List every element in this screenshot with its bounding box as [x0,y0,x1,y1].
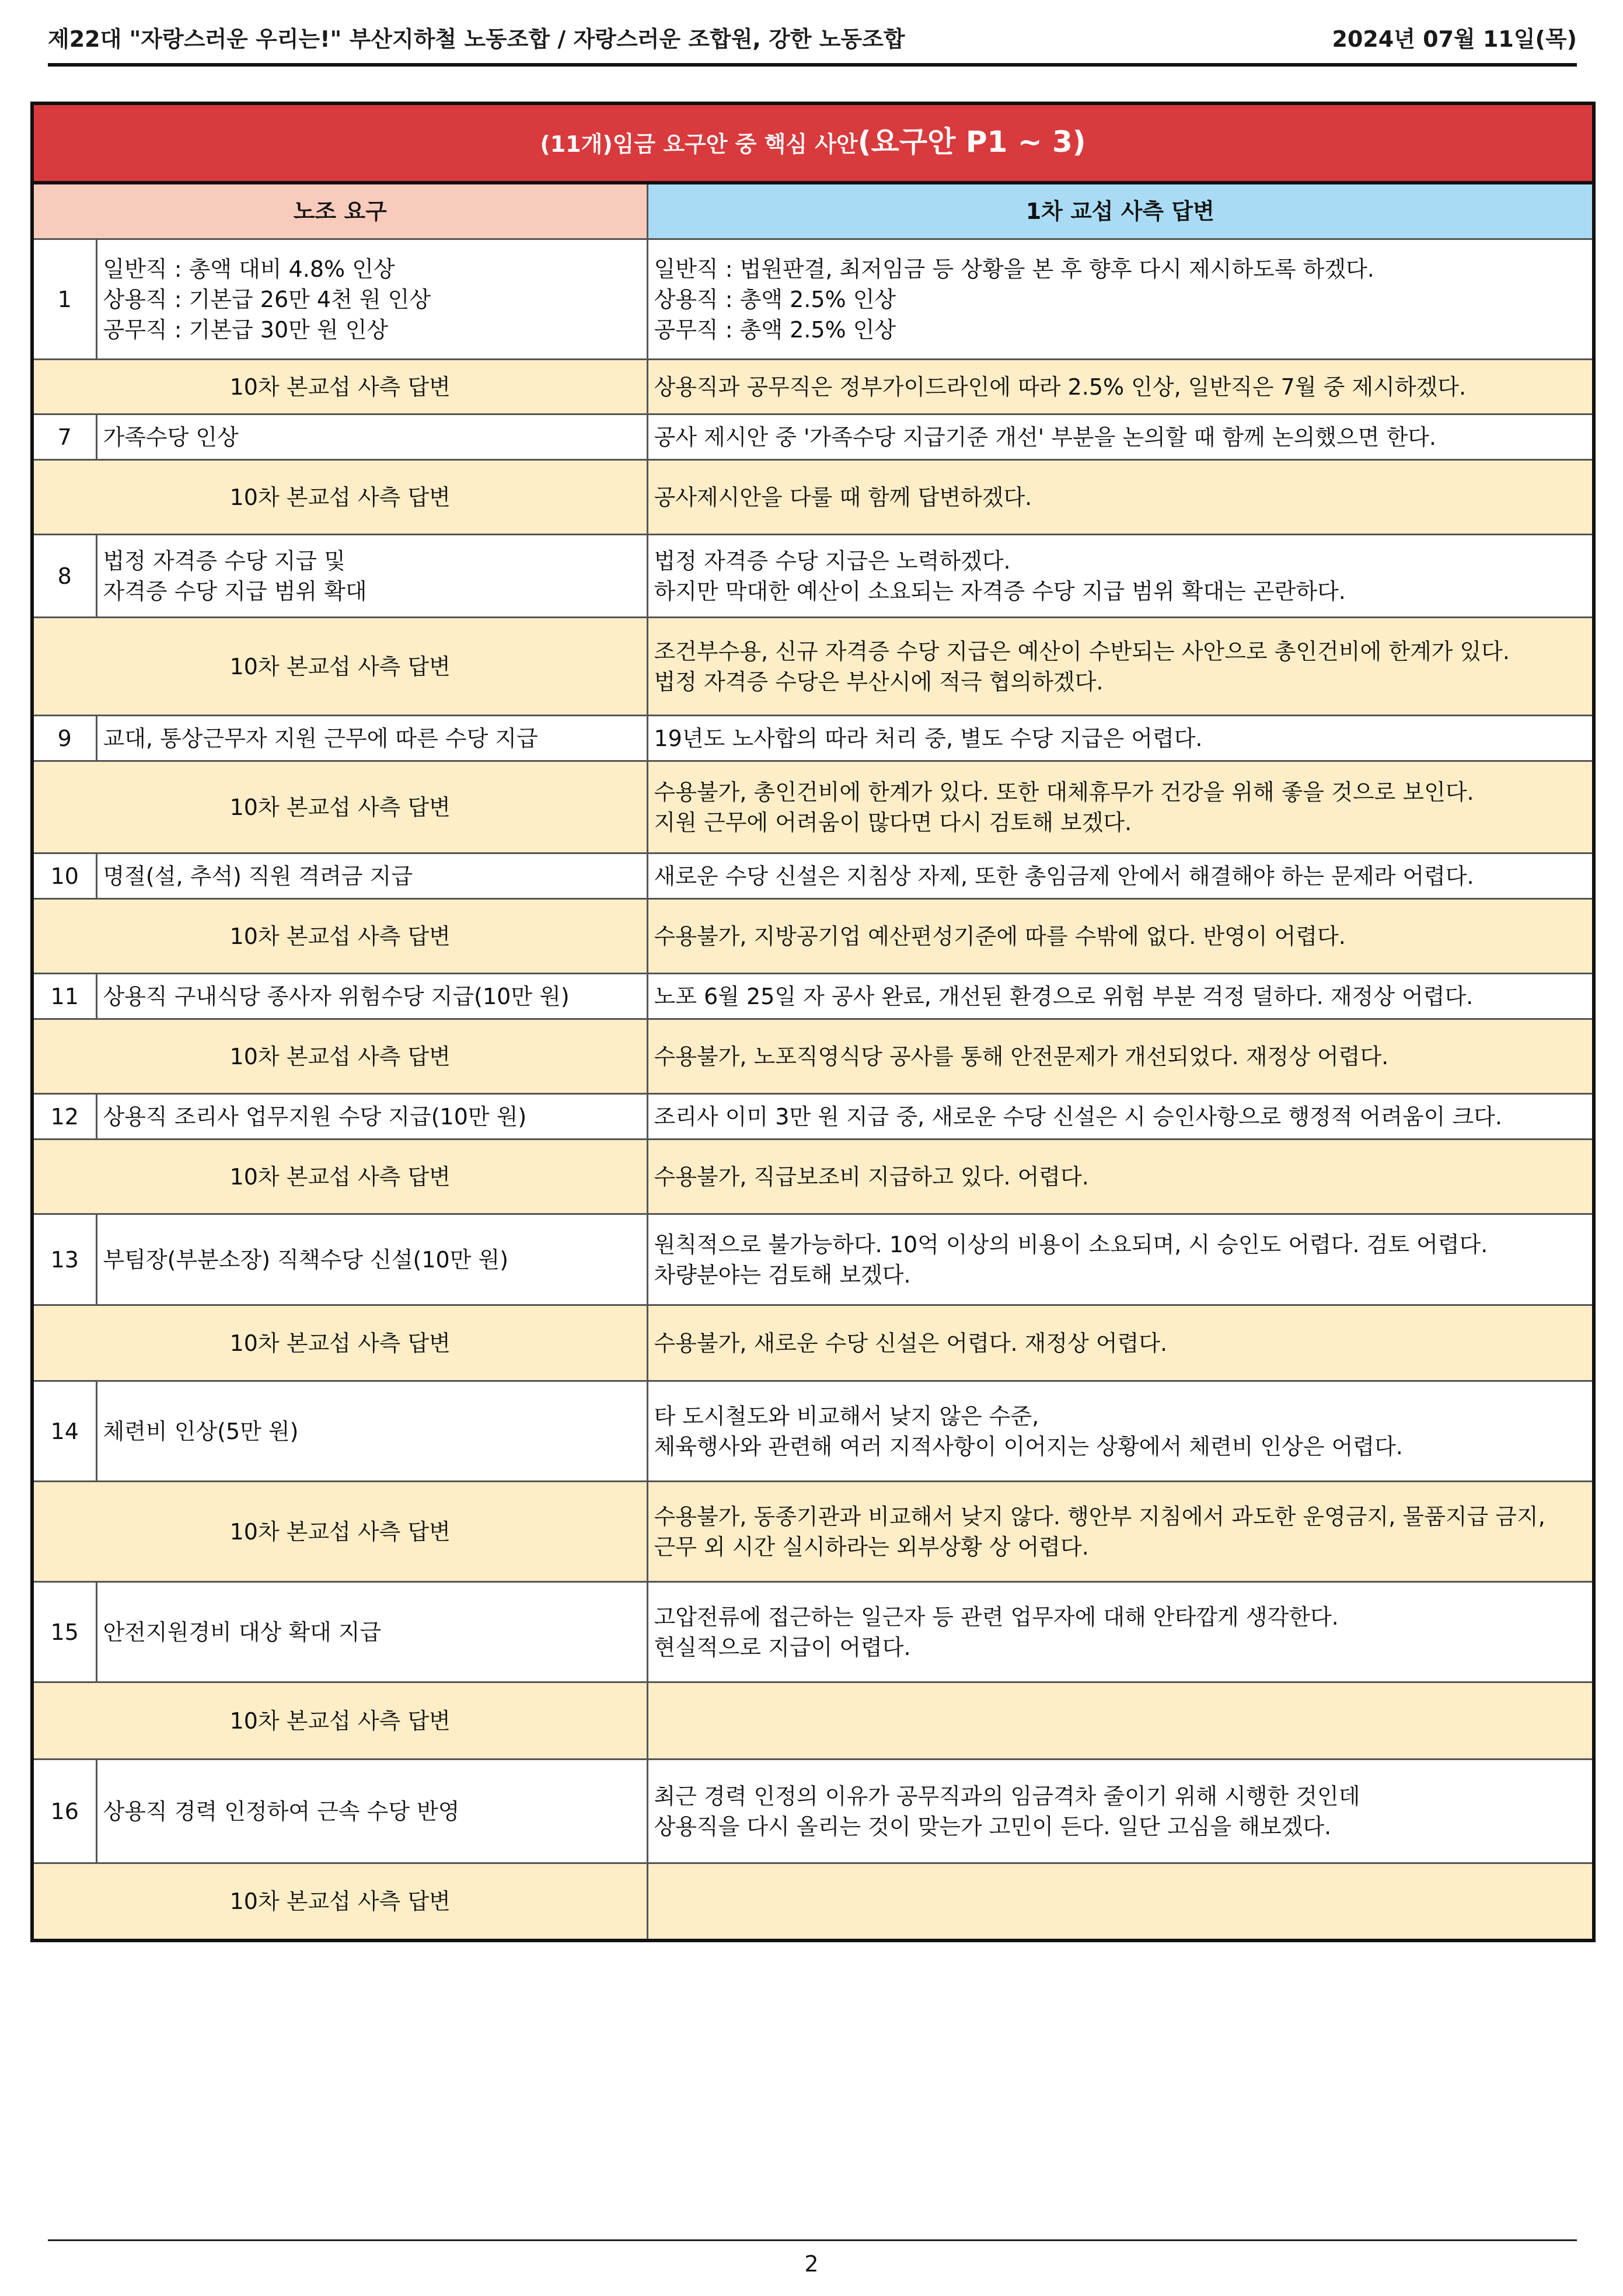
first-answer-line: 원칙적으로 불가능하다. 10억 이상의 비용이 소요되며, 시 승인도 어렵다. 검토 어렵다. [654,1231,1488,1257]
tenth-answer-line: 상용직과 공무직은 정부가이드라인에 따라 2.5% 인상, 일반직은 7월 중 제시하겠다. [654,374,1467,400]
first-answer-line: 공사 제시안 중 '가족수당 지급기준 개선' 부분을 논의할 때 함께 논의했으면 한다. [654,424,1437,450]
table-row [32,1214,1594,1305]
item-number: 13 [32,1214,96,1305]
tenth-answer-line: 근무 외 시간 실시하라는 외부상황 상 어렵다. [654,1534,1089,1560]
union-demand-line: 상용직 : 기본급 26만 4천 원 인상 [103,286,431,312]
table-row [32,1760,1594,1863]
tenth-answer-row [32,1682,1594,1760]
first-answer-line: 법정 자격증 수당 지급은 노력하겠다. [654,548,1011,574]
item-number: 15 [32,1582,96,1682]
item-number: 10 [32,853,96,899]
union-demand-cell [96,1582,647,1682]
union-demand-cell [96,1214,647,1305]
item-number: 7 [32,414,96,460]
tenth-answer-line: 조건부수용, 신규 자격증 수당 지급은 예산이 수반되는 사안으로 총인건비에 한계가 있다. [654,638,1510,664]
union-demand-line: 부팀장(부분소장) 직책수당 신설(10만 원) [103,1246,509,1273]
tenth-answer-label: 10차 본교섭 사측 답변 [32,460,647,535]
table-title [32,103,1594,183]
tenth-answer-cell [647,460,1594,535]
union-demand-line: 공무직 : 기본급 30만 원 인상 [103,316,389,343]
union-demand-line: 상용직 경력 인정하여 근속 수당 반영 [103,1798,460,1824]
first-answer-line: 일반직 : 법원판결, 최저임금 등 상황을 본 후 향후 다시 제시하도록 하겠다. [654,256,1374,282]
item-number: 12 [32,1094,96,1140]
tenth-answer-line: 수용불가, 지방공기업 예산편성기준에 따를 수밖에 없다. 반영이 어렵다. [654,923,1346,949]
union-demand-line: 법정 자격증 수당 지급 및 [103,548,345,574]
union-demand-line: 체련비 인상(5만 원) [103,1418,299,1444]
union-demand-cell [96,1094,647,1140]
table-title-main: (11개)임금 요구안 중 핵심 사안 [540,131,858,157]
column-header-union-demand: 노조 요구 [32,183,647,239]
table-row [32,853,1594,899]
item-number: 16 [32,1760,96,1863]
first-answer-line: 19년도 노사합의 따라 처리 중, 별도 수당 지급은 어렵다. [654,725,1203,751]
tenth-answer-line: 수용불가, 총인건비에 한계가 있다. 또한 대체휴무가 건강을 위해 좋을 것으로 보인다. [654,779,1474,805]
tenth-answer-cell [647,1863,1594,1940]
first-answer-line: 차량분야는 검토해 보겠다. [654,1262,911,1288]
union-demand-cell [96,716,647,761]
footer-divider [48,2239,1577,2241]
tenth-answer-cell [647,899,1594,974]
tenth-answer-row [32,360,1594,414]
table-row [32,239,1594,360]
union-demand-cell [96,414,647,460]
tenth-answer-row [32,460,1594,535]
table-row [32,1094,1594,1140]
tenth-answer-label: 10차 본교섭 사측 답변 [32,899,647,974]
first-answer-cell [647,1214,1594,1305]
tenth-answer-label: 10차 본교섭 사측 답변 [32,1863,647,1940]
tenth-answer-line: 수용불가, 동종기관과 비교해서 낮지 않다. 행안부 지침에서 과도한 운영금지, 물품지급 금지, [654,1503,1545,1529]
item-number: 11 [32,974,96,1019]
column-header-first-answer: 1차 교섭 사측 답변 [647,183,1594,239]
tenth-answer-label: 10차 본교섭 사측 답변 [32,761,647,853]
union-demand-cell [96,1760,647,1863]
union-demand-cell [96,535,647,618]
first-answer-line: 체육행사와 관련해 여러 지적사항이 이어지는 상황에서 체련비 인상은 어렵다. [654,1433,1403,1459]
tenth-answer-row [32,1305,1594,1381]
tenth-answer-row [32,1863,1594,1940]
first-answer-cell [647,716,1594,761]
tenth-answer-line: 지원 근무에 어려움이 많다면 다시 검토해 보겠다. [654,809,1132,835]
union-demand-line: 교대, 통상근무자 지원 근무에 따른 수당 지급 [103,725,538,751]
item-number: 9 [32,716,96,761]
tenth-answer-line: 수용불가, 직급보조비 지급하고 있다. 어렵다. [654,1163,1089,1190]
first-answer-cell [647,974,1594,1019]
first-answer-line: 고압전류에 접근하는 일근자 등 관련 업무자에 대해 안타깝게 생각한다. [654,1604,1339,1630]
table-row [32,535,1594,618]
union-demand-line: 상용직 조리사 업무지원 수당 지급(10만 원) [103,1103,527,1130]
tenth-answer-cell [647,761,1594,853]
tenth-answer-label: 10차 본교섭 사측 답변 [32,1140,647,1214]
tenth-answer-cell [647,1305,1594,1381]
table-row [32,974,1594,1019]
item-number: 8 [32,535,96,618]
item-number: 14 [32,1381,96,1482]
union-demand-cell [96,239,647,360]
union-demand-line: 자격증 수당 지급 범위 확대 [103,578,367,604]
tenth-answer-row [32,1019,1594,1094]
first-answer-line: 현실적으로 지급이 어렵다. [654,1634,911,1660]
table-row [32,1381,1594,1482]
first-answer-cell [647,1760,1594,1863]
tenth-answer-row [32,761,1594,853]
page-header [48,16,1577,57]
header-divider [48,63,1577,67]
tenth-answer-cell [647,1482,1594,1582]
tenth-answer-label: 10차 본교섭 사측 답변 [32,360,647,414]
first-answer-cell [647,1094,1594,1140]
item-number: 1 [32,239,96,360]
tenth-answer-label: 10차 본교섭 사측 답변 [32,618,647,716]
tenth-answer-cell [647,1140,1594,1214]
union-demand-cell [96,853,647,899]
tenth-answer-row [32,899,1594,974]
table-row [32,1582,1594,1682]
first-answer-cell [647,1381,1594,1482]
first-answer-cell [647,535,1594,618]
union-demand-cell [96,974,647,1019]
first-answer-cell [647,414,1594,460]
first-answer-cell [647,853,1594,899]
tenth-answer-label: 10차 본교섭 사측 답변 [32,1019,647,1094]
first-answer-line: 노포 6월 25일 자 공사 완료, 개선된 환경으로 위험 부분 걱정 덜하다. 재정상 어렵다. [654,983,1474,1009]
union-demand-line: 명절(설, 추석) 직원 격려금 지급 [103,863,413,889]
tenth-answer-line: 법정 자격증 수당은 부산시에 적극 협의하겠다. [654,668,1104,695]
column-header-row [32,183,1594,239]
table-title-sub: (요구안 P1 ~ 3) [857,125,1086,159]
tenth-answer-row [32,1140,1594,1214]
first-answer-cell [647,1582,1594,1682]
union-demand-line: 일반직 : 총액 대비 4.8% 인상 [103,256,395,282]
table-row [32,716,1594,761]
tenth-answer-label: 10차 본교섭 사측 답변 [32,1482,647,1582]
first-answer-line: 공무직 : 총액 2.5% 인상 [654,316,896,343]
tenth-answer-line: 수용불가, 새로운 수당 신설은 어렵다. 재정상 어렵다. [654,1330,1168,1356]
first-answer-line: 최근 경력 인정의 이유가 공무직과의 임금격차 줄이기 위해 시행한 것인데 [654,1783,1360,1809]
tenth-answer-label: 10차 본교섭 사측 답변 [32,1305,647,1381]
union-demand-line: 안전지원경비 대상 확대 지급 [103,1619,382,1645]
union-demand-line: 가족수당 인상 [103,424,239,450]
tenth-answer-row [32,1482,1594,1582]
tenth-answer-row [32,618,1594,716]
header-date: 2024년 07월 11일(목) [1332,26,1577,52]
tenth-answer-cell [647,1682,1594,1760]
tenth-answer-line: 수용불가, 노포직영식당 공사를 통해 안전문제가 개선되었다. 재정상 어렵다. [654,1043,1389,1069]
first-answer-line: 하지만 막대한 예산이 소요되는 자격증 수당 지급 범위 확대는 곤란하다. [654,578,1346,604]
tenth-answer-line: 공사제시안을 다룰 때 함께 답변하겠다. [654,484,1032,510]
table-row [32,414,1594,460]
first-answer-line: 타 도시철도와 비교해서 낮지 않은 수준, [654,1403,1039,1429]
first-answer-cell [647,239,1594,360]
header-union-title: 제22대 "자랑스러운 우리는!" 부산지하철 노동조합 / 자랑스러운 조합원, 강한 노동조합 [48,26,905,52]
first-answer-line: 상용직 : 총액 2.5% 인상 [654,286,896,312]
table-title-row [32,103,1594,183]
wage-demand-table [30,102,1596,1942]
page-number: 2 [804,2251,819,2277]
first-answer-line: 새로운 수당 신설은 지침상 자제, 또한 총임금제 안에서 해결해야 하는 문제라 어렵다. [654,863,1474,889]
first-answer-line: 조리사 이미 3만 원 지급 중, 새로운 수당 신설은 시 승인사항으로 행정적 어려움이 크다. [654,1103,1502,1130]
tenth-answer-cell [647,1019,1594,1094]
union-demand-line: 상용직 구내식당 종사자 위험수당 지급(10만 원) [103,983,570,1009]
union-demand-cell [96,1381,647,1482]
tenth-answer-label: 10차 본교섭 사측 답변 [32,1682,647,1760]
first-answer-line: 상용직을 다시 올리는 것이 맞는가 고민이 든다. 일단 고심을 해보겠다. [654,1813,1332,1839]
tenth-answer-cell [647,618,1594,716]
tenth-answer-cell [647,360,1594,414]
